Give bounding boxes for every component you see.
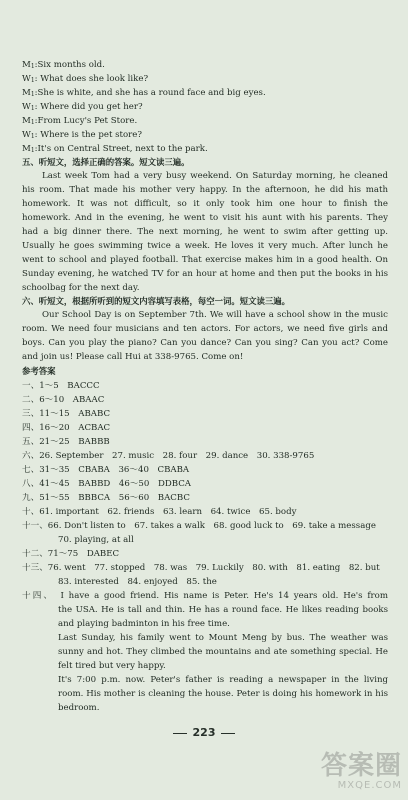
text-line [22, 324, 388, 335]
line-text-rest: : Where is the pet store? [34, 130, 142, 140]
text-line [22, 549, 388, 560]
line-text: and join us! Please call Hui at 338-9765. Come on! [22, 352, 244, 362]
text-line [22, 255, 388, 266]
text-line [58, 535, 388, 546]
line-text: homework. And in the evening, he went to visit his aunt with his parents. They [22, 213, 388, 223]
line-text: 八、41～45 BABBD 46～50 DDBCA [22, 479, 191, 489]
speaker-subscript: 1 [30, 77, 35, 84]
left-dash [173, 733, 187, 734]
text-line [42, 310, 388, 321]
line-text: his room. That made his mother very happy. In the afternoon, he did his math [22, 185, 388, 195]
line-text: 十一、66. Don't listen to 67. takes a walk 68. good luck to 69. take a message [22, 521, 376, 531]
text-line [22, 409, 388, 420]
line-text-rest: : What does she look like? [34, 74, 149, 84]
line-text: schoolbag for the next day. [22, 283, 140, 293]
text-line [22, 507, 388, 518]
text-line [22, 563, 388, 574]
text-line [22, 88, 388, 100]
line-text: felt tired but very happy. [58, 661, 166, 671]
line-text: M [22, 60, 31, 70]
text-line [58, 647, 388, 658]
line-text: It's 7:00 p.m. now. Peter's father is reading a newspaper in the living [58, 675, 388, 685]
text-line [58, 703, 388, 714]
line-text: homework. It was not difficult, so it only took him one hour to finish the [22, 199, 388, 209]
line-text: W [22, 130, 31, 140]
text-line [58, 633, 388, 644]
text-line [22, 395, 388, 406]
line-text: 70. playing, at all [58, 535, 134, 545]
speaker-subscript: 1 [30, 105, 35, 112]
page-number [0, 726, 408, 739]
watermark-main: 答案圈 [320, 751, 402, 781]
text-line [22, 102, 388, 114]
text-line [58, 689, 388, 700]
text-line [22, 144, 388, 156]
line-text: M [22, 116, 31, 126]
text-line [22, 296, 388, 307]
line-text: M [22, 88, 31, 98]
line-text: W [22, 102, 31, 112]
line-text: 十、61. important 62. friends 63. learn 64. twice 65. body [22, 507, 297, 517]
text-line [58, 577, 388, 588]
text-line [22, 227, 388, 238]
speaker-subscript: 1 [30, 147, 35, 154]
line-text: 四、16～20 ACBAC [22, 423, 111, 433]
line-text: 九、51～55 BBBCA 56～60 BACBC [22, 493, 190, 503]
text-line [22, 451, 388, 462]
text-line [22, 521, 388, 532]
text-line [22, 130, 388, 142]
right-dash [221, 733, 235, 734]
line-text: 六、26. September 27. music 28. four 29. dance 30. 338-9765 [22, 451, 315, 461]
line-text: 83. interested 84. enjoyed 85. the [58, 577, 217, 587]
line-text: 六、听短文，根据所听到的短文内容填写表格，每空一词。短文读三遍。 [22, 296, 290, 306]
text-line [58, 675, 388, 686]
text-line [58, 661, 388, 672]
line-text: sunny and hot. They climbed the mountains and ate something special. He [58, 647, 388, 657]
text-line [58, 619, 388, 630]
line-text: 五、听短文，选择正确的答案。短文读三遍。 [22, 157, 190, 167]
text-line [22, 366, 388, 377]
line-text: 十四、 I have a good friend. His name is Peter. He's 14 years old. He's from [22, 591, 388, 601]
line-text-rest: :From Lucy's Pet Store. [34, 116, 138, 126]
speaker-subscript: 1 [30, 63, 35, 70]
line-text: Our School Day is on September 7th. We will have a school show in the music [42, 310, 388, 320]
text-line [22, 338, 388, 349]
text-line [22, 479, 388, 490]
line-text: went to school and played football. That exercise makes him in a good health. On [22, 255, 388, 265]
text-line [22, 185, 388, 196]
line-text: 五、21～25 BABBB [22, 437, 110, 447]
text-line [22, 269, 388, 280]
text-line [42, 171, 388, 182]
text-line [22, 352, 388, 363]
line-text: 七、31～35 CBABA 36～40 CBABA [22, 465, 190, 475]
speaker-subscript: 1 [30, 133, 35, 140]
line-text: 十二、71～75 DABEC [22, 549, 120, 559]
text-line [22, 283, 388, 294]
line-text-rest: : Where did you get her? [34, 102, 143, 112]
line-text: M [22, 144, 31, 154]
line-text: 三、11～15 ABABC [22, 409, 111, 419]
text-line [22, 157, 388, 168]
line-text: and playing badminton in his free time. [58, 619, 230, 629]
text-line [22, 74, 388, 86]
text-line [22, 199, 388, 210]
line-text-rest: :Six months old. [34, 60, 105, 70]
text-line [58, 605, 388, 616]
line-text-rest: :She is white, and she has a round face and big eyes. [34, 88, 266, 98]
line-text: 二、6～10 ABAAC [22, 395, 105, 405]
line-text: 一、1～5 BACCC [22, 381, 100, 391]
text-line [22, 241, 388, 252]
line-text: room. His mother is cleaning the house. Peter is doing his homework in his [58, 689, 388, 699]
watermark-url: MXQE.COM [337, 780, 402, 791]
text-line [22, 493, 388, 504]
line-text: bedroom. [58, 703, 100, 713]
text-line [22, 465, 388, 476]
text-line [22, 213, 388, 224]
line-text: the USA. He is tall and thin. He has a round face. He likes reading books [58, 605, 388, 615]
line-text: Usually he goes swimming twice a week. He loves it very much. After lunch he [22, 241, 388, 251]
line-text-rest: :It's on Central Street, next to the park. [34, 144, 208, 154]
line-text: boys. Can you play the piano? Can you dance? Can you sing? Can you act? Come [22, 338, 388, 348]
text-line [22, 423, 388, 434]
line-text: Sunday evening, he watched TV for an hour at home and then put the books in his [22, 269, 388, 279]
line-text: 十三、76. went 77. stopped 78. was 79. Luckily 80. with 81. eating 82. but [22, 563, 380, 573]
text-line [22, 591, 388, 602]
line-text: had a big dinner there. The next morning, he went to swim after getting up. [22, 227, 388, 237]
text-line [22, 116, 388, 128]
text-line [22, 437, 388, 448]
line-text: 参考答案 [22, 366, 56, 376]
page-number-text: 223 [192, 726, 216, 739]
line-text: Last Sunday, his family went to Mount Meng by bus. The weather was [58, 633, 388, 643]
speaker-subscript: 1 [30, 91, 35, 98]
line-text: room. We need four musicians and ten actors. For actors, we need five girls and [22, 324, 388, 334]
text-line [22, 60, 388, 72]
text-line [22, 381, 388, 392]
speaker-subscript: 1 [30, 119, 35, 126]
line-text: W [22, 74, 31, 84]
line-text: Last week Tom had a very busy weekend. On Saturday morning, he cleaned [42, 171, 388, 181]
watermark-logo [321, 752, 402, 792]
